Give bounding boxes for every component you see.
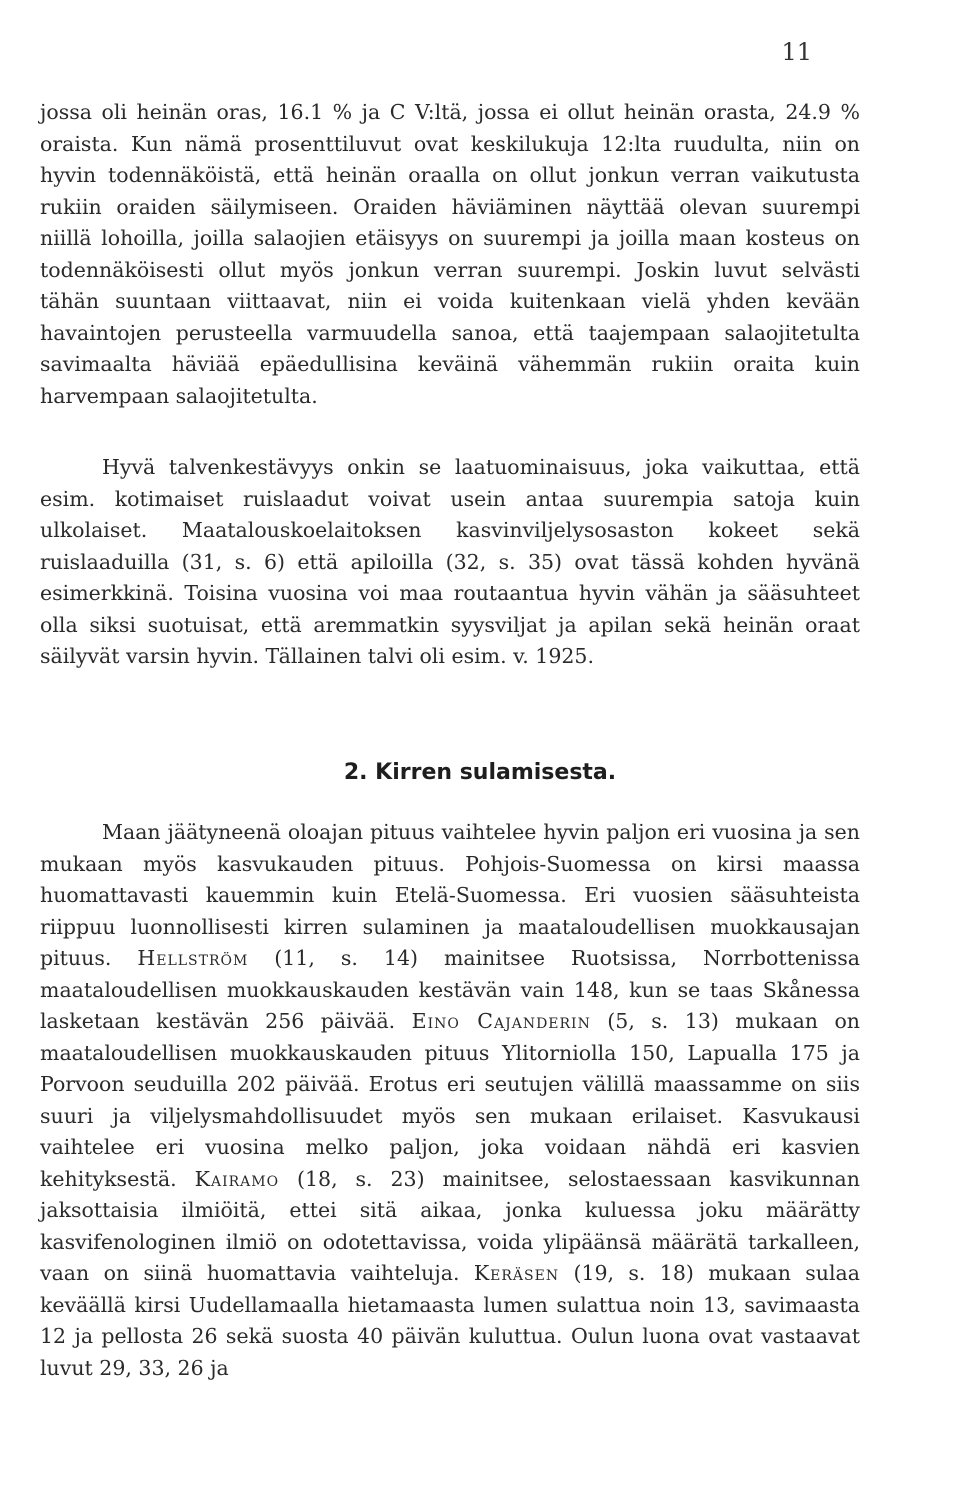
paragraph-text: (5, s. 13) mukaan on maataloudellisen muokkauskauden pituus Ylitorniolla 150, Lapualla 175 ja Porvoon seuduilla 202 päivää. Erotus eri seutujen välillä maassamme on siis suuri ja viljelysmahdollisuudet myös sen mukaan erilaiset. Kasvukausi vaihtelee eri vuosina melko paljon, joka voidaan nähdä eri kasvien kehityksestä. (40, 1009, 860, 1191)
section-heading: 2. Kirren sulamisesta. (343, 760, 617, 785)
author-name: Keräsen (473, 1261, 560, 1285)
text-block-kirren-sulaminen (40, 817, 860, 1384)
paragraph-text: (11, s. 14) mainitsee Ruotsissa, Norrbottenissa maataloudellisen muokkauskauden kestävän vain 148, kun se taas Skånessa lasketaan kestävän 256 päivää. (40, 946, 860, 1033)
paragraph-text: (18, s. 23) mainitsee, selostaessaan kasvikunnan jaksottaisia ilmiöitä, ettei sitä aikaa, jonka kuluessa joku määrätty kasvifenologinen ilmiö on odotettavissa, voida ylipäänsä määrätä tarkalleen, vaan on siinä huomattavia vaihteluja. (40, 1166, 860, 1285)
paragraph-text: (19, s. 18) mukaan sulaa keväällä kirsi Uudellamaalla hietamaasta lumen sulattua noin 13, savimaasta 12 ja pellosta 26 sekä suosta 40 päivän kuluttua. Oulun luona ovat vastaavat luvut 29, 33, 26 ja (40, 1261, 860, 1380)
paragraph-talvenkestavyys: Hyvä talvenkestävyys onkin se laatuominaisuus, joka vaikuttaa, että esim. kotimaiset ruislaadut voivat usein antaa suurempia satoja kuin ulkolaiset. Maatalouskoelaitoksen kasvinviljelysosaston kokeet sekä ruislaaduilla (31, s. 6) että apiloilla (32, s. 35) ovat tässä kohden hyvänä esimerkkinä. Toisina vuosina voi maa routaantua hyvin vähän ja sääsuhteet olla siksi suotuisat, että aremmatkin syysviljat ja apilan sekä heinän oraat säilyvät varsin hyvin. Tällainen talvi oli esim. v. 1925. (40, 455, 860, 668)
paragraph-kirren-sulaminen (40, 817, 860, 1384)
paragraph-oraiden-haviaminen: jossa oli heinän oras, 16.1 % ja C V:ltä, jossa ei ollut heinän orasta, 24.9 % oraista. Kun nämä prosenttiluvut ovat keskilukuja 12:lta ruudulta, niin on hyvin todennäköistä, että heinän oraalla on ollut jonkun verran vaikutusta rukiin oraiden säilymiseen. Oraiden häviäminen näyttää olevan suurempi niillä lohoilla, joilla salaojien etäisyys on suurempi ja joilla maan kosteus on todennäköisesti ollut myös jonkun verran suurempi. Joskin luvut selvästi tähän suuntaan viittaavat, niin ei voida kuitenkaan vielä yhden kevään havaintojen perusteella varmuudella sanoa, että taajempaan salaojitetulta savimaalta häviää epäedullisina keväinä vähemmän rukiin oraita kuin harvempaan salaojitetulta. (40, 100, 860, 408)
text-block-intro (40, 97, 860, 412)
author-name: Eino Cajanderin (411, 1009, 591, 1033)
text-block-talvenkestavyys (40, 452, 860, 673)
author-name: Hellström (137, 946, 249, 970)
author-name: Kairamo (194, 1166, 280, 1191)
paragraph-text: Maan jäätyneenä oloajan pituus vaihtelee hyvin paljon eri vuosina ja sen mukaan myös kasvukauden pituus. Pohjois-Suomessa on kirsi maassa huomattavasti kauemmin kuin Etelä-Suomessa. Eri vuosien sääsuhteista riippuu luonnollisesti kirren sulaminen ja maataloudellisen muokkausajan pituus. (40, 820, 860, 970)
page-number: 11 (781, 38, 812, 66)
